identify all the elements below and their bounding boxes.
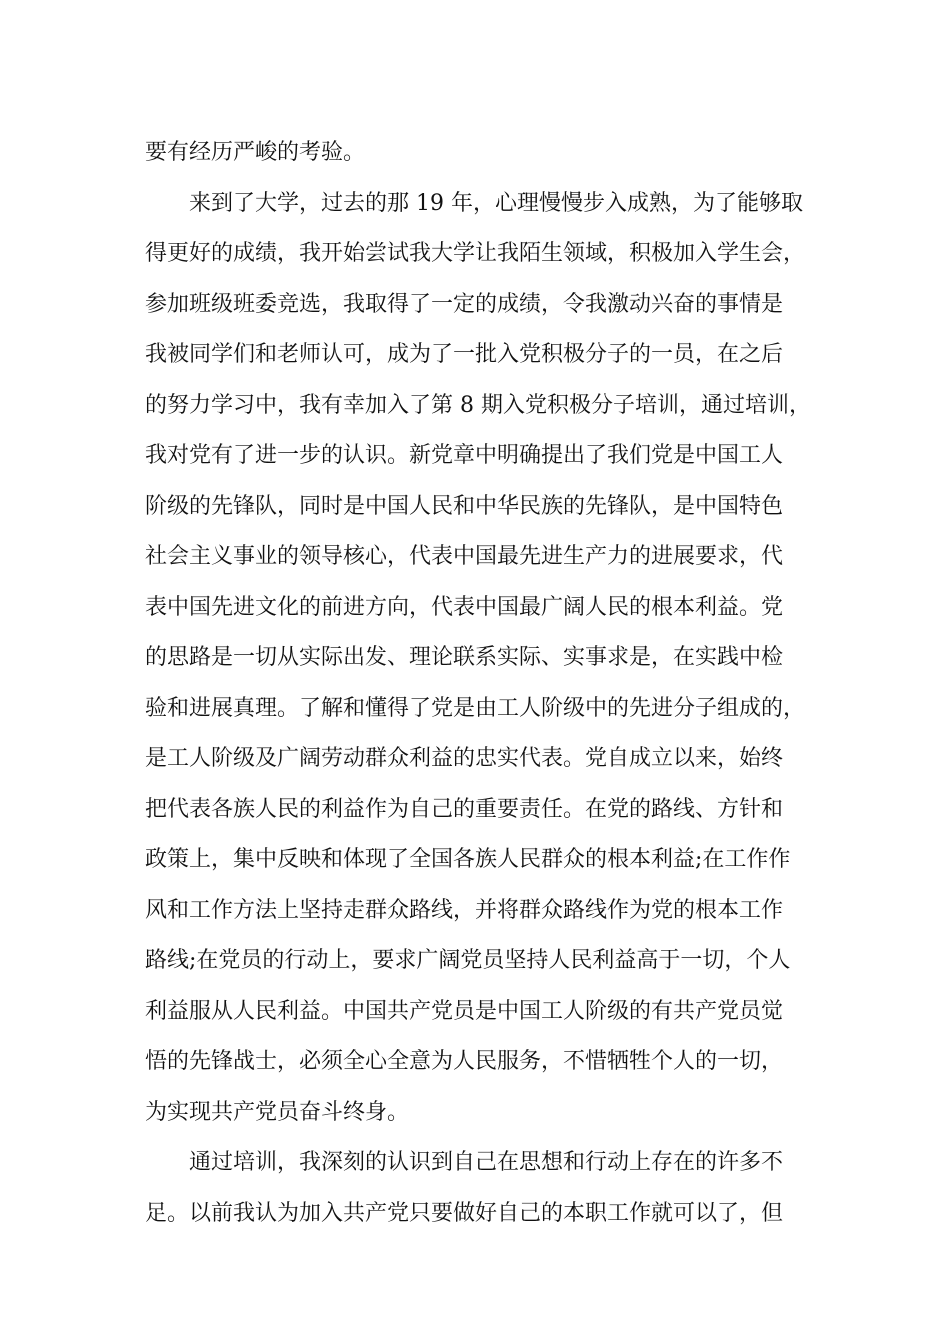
text-line: 把代表各族人民的利益作为自己的重要责任。在党的路线、方针和 (145, 796, 784, 822)
text-line: 表中国先进文化的前进方向，代表中国最广阔人民的根本利益。党 (145, 594, 784, 620)
body-text (145, 128, 825, 1239)
paragraph-start-line: 通过培训，我深刻的认识到自己在思想和行动上存在的许多不 (189, 1150, 784, 1175)
text-line: 利益服从人民利益。中国共产党员是中国工人阶级的有共产党员觉 (145, 998, 784, 1024)
text-line: 足。以前我认为加入共产党只要做好自己的本职工作就可以了，但 (145, 1200, 784, 1226)
text-line: 风和工作方法上坚持走群众路线，并将群众路线作为党的根本工作 (145, 897, 784, 923)
text-line: 社会主义事业的领导核心，代表中国最先进生产力的进展要求，代 (145, 544, 784, 569)
text-line: 的努力学习中，我有幸加入了第 8 期入党积极分子培训，通过培训， (145, 392, 811, 418)
paragraph-start-line: 来到了大学，过去的那 19 年，心理慢慢步入成熟，为了能够取 (189, 190, 803, 216)
text-line: 是工人阶级及广阔劳动群众利益的忠实代表。党自成立以来，始终 (145, 746, 784, 771)
text-line: 我对党有了进一步的认识。新党章中明确提出了我们党是中国工人 (145, 443, 784, 468)
text-line: 参加班级班委竞选，我取得了一定的成绩，令我激动兴奋的事情是 (145, 291, 784, 317)
text-line: 我被同学们和老师认可，成为了一批入党积极分子的一员，在之后 (145, 342, 784, 367)
text-line: 得更好的成绩，我开始尝试我大学让我陌生领域，积极加入学生会， (145, 241, 806, 266)
text-line: 政策上，集中反映和体现了全国各族人民群众的根本利益;在工作作 (145, 847, 791, 872)
text-line: 的思路是一切从实际出发、理论联系实际、实事求是，在实践中检 (145, 645, 784, 670)
text-line: 阶级的先锋队，同时是中国人民和中华民族的先锋队，是中国特色 (145, 493, 784, 519)
text-line: 路线;在党员的行动上，要求广阔党员坚持人民利益高于一切，个人 (145, 948, 791, 973)
text-line: 悟的先锋战士，必须全心全意为人民服务，不惜牺牲个人的一切， (145, 1049, 784, 1074)
text-line: 为实现共产党员奋斗终身。 (145, 1099, 410, 1125)
text-line: 验和进展真理。了解和懂得了党是由工人阶级中的先进分子组成的， (145, 695, 806, 721)
text-line: 要有经历严峻的考验。 (145, 140, 366, 165)
